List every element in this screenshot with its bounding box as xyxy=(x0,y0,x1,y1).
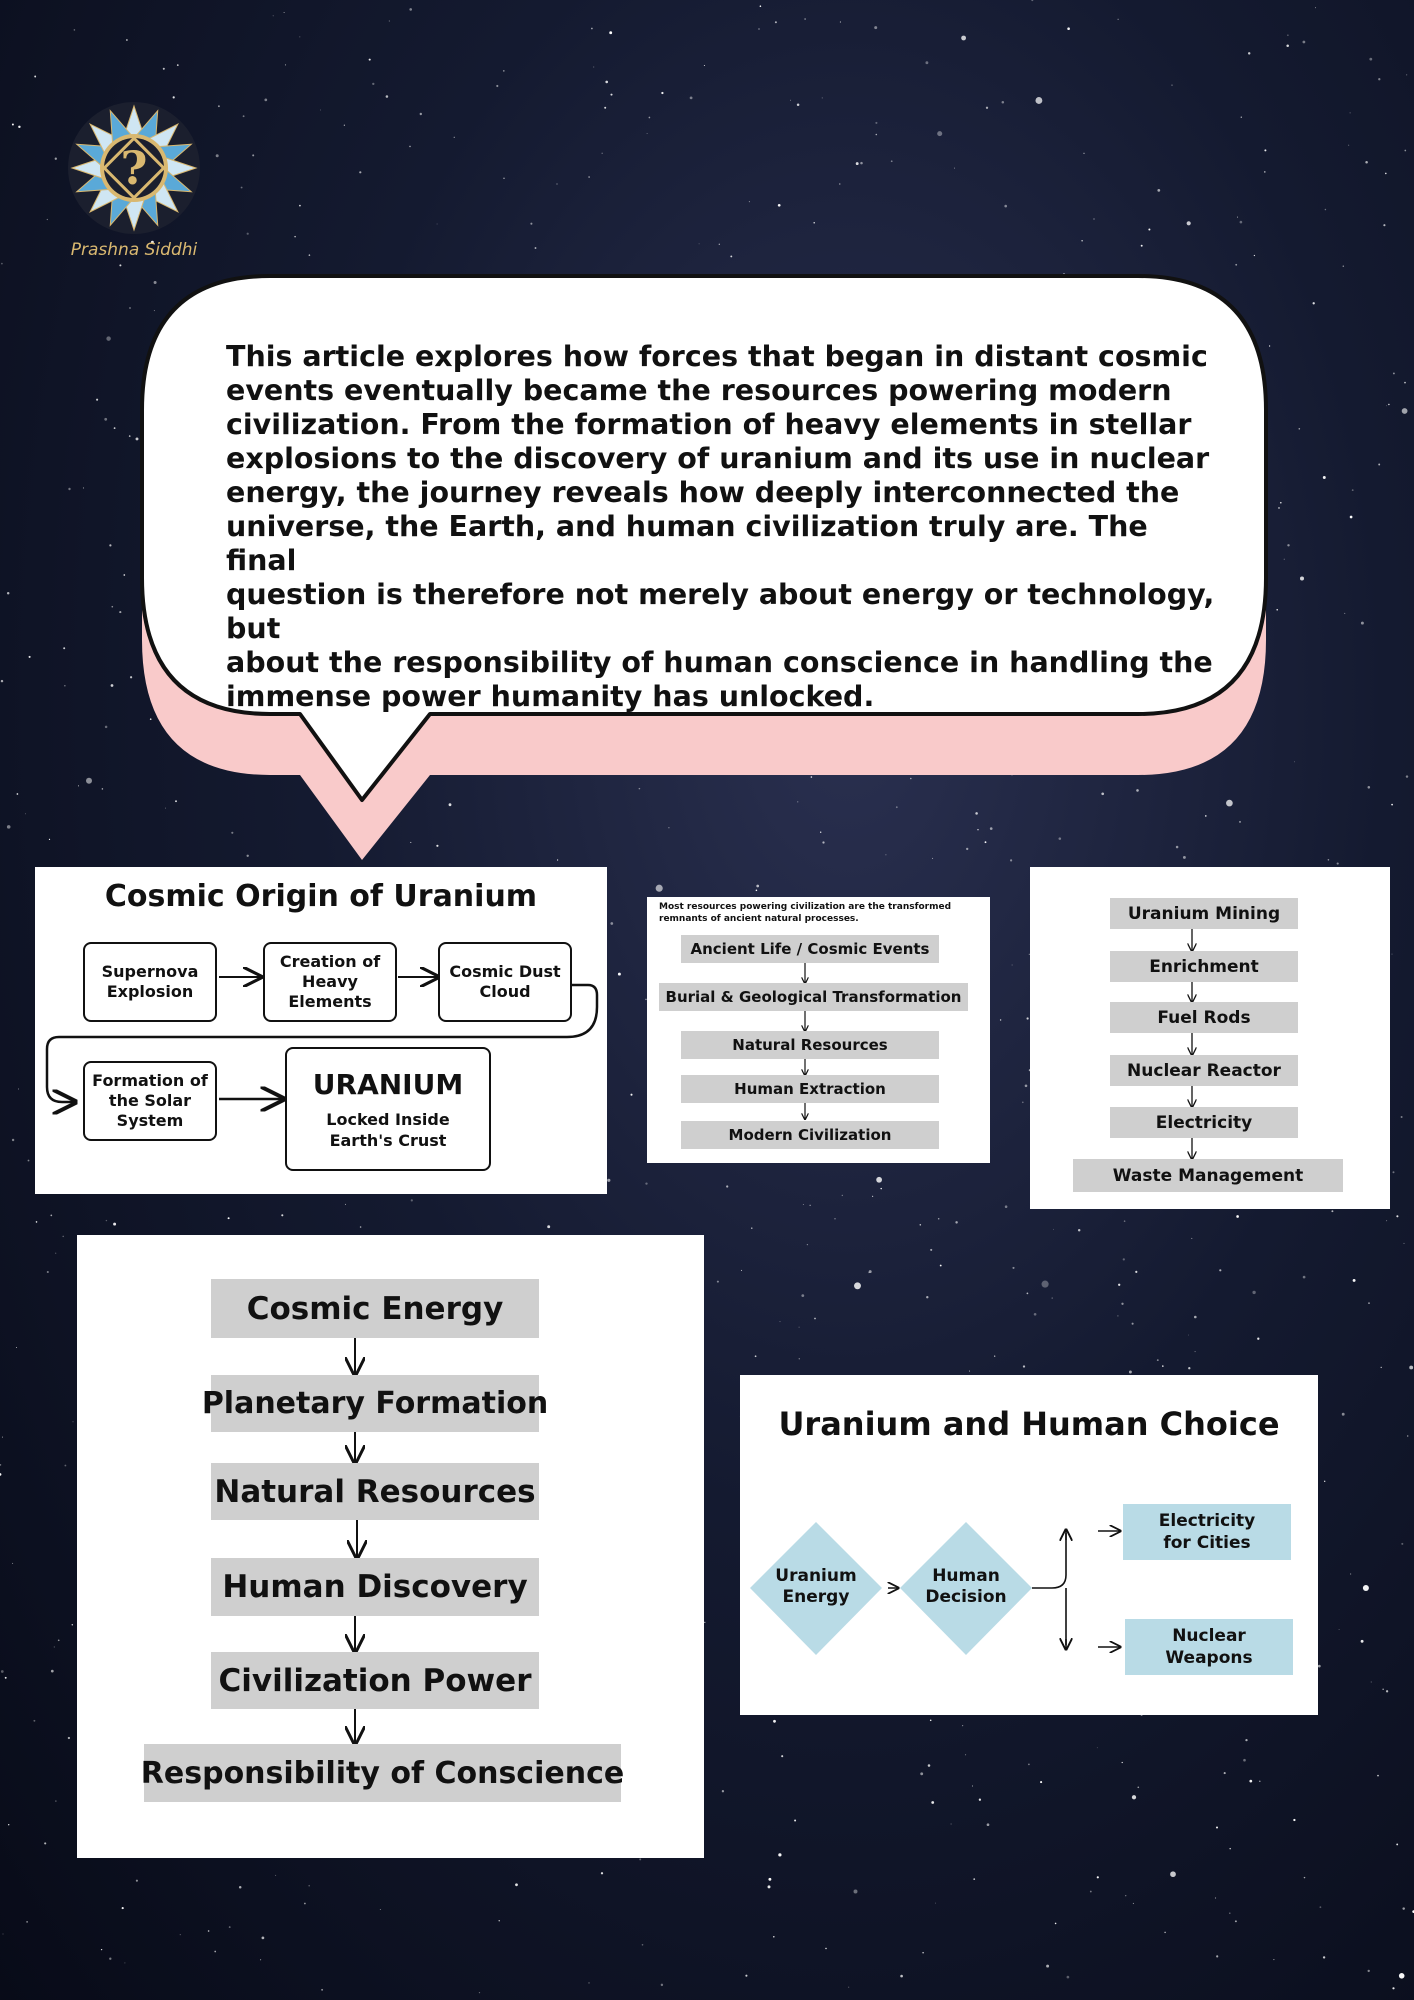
star xyxy=(515,1883,518,1886)
star xyxy=(920,1224,922,1226)
star xyxy=(106,1220,107,1221)
energy-step-resources: Natural Resources xyxy=(211,1463,539,1520)
star xyxy=(1396,1215,1398,1217)
solar-system-node xyxy=(83,1061,217,1141)
nuclear-step-waste: Waste Management xyxy=(1073,1159,1343,1192)
resources-flow-panel xyxy=(647,897,990,1163)
star xyxy=(1293,1819,1295,1821)
star xyxy=(1023,1365,1025,1367)
star xyxy=(1164,1932,1166,1934)
star xyxy=(1386,1220,1387,1221)
star xyxy=(779,1321,780,1322)
star xyxy=(969,1371,970,1372)
star xyxy=(208,1930,210,1932)
star xyxy=(1097,1876,1099,1878)
star xyxy=(979,1799,981,1801)
star xyxy=(1122,1762,1123,1763)
star xyxy=(8,1824,9,1825)
star xyxy=(18,1089,19,1090)
star xyxy=(1022,1101,1024,1103)
energy-step-conscience: Responsibility of Conscience xyxy=(144,1744,621,1802)
human-choice-title: Uranium and Human Choice xyxy=(778,1405,1280,1443)
star xyxy=(12,1139,14,1141)
star xyxy=(55,1801,56,1802)
star xyxy=(1224,1772,1226,1774)
star xyxy=(1377,1775,1379,1777)
star xyxy=(1132,1323,1134,1325)
star xyxy=(1194,1316,1197,1319)
star xyxy=(275,1875,276,1876)
star xyxy=(935,1903,936,1904)
star xyxy=(880,1188,881,1189)
star xyxy=(124,1962,125,1963)
star xyxy=(1235,1920,1237,1922)
star xyxy=(5,1677,7,1679)
star xyxy=(922,1952,923,1953)
star xyxy=(807,1244,808,1245)
energy-step-planetary: Planetary Formation xyxy=(211,1375,539,1432)
supernova-label: Supernova Explosion xyxy=(101,962,199,1001)
star xyxy=(994,1356,995,1357)
star xyxy=(36,1221,38,1223)
star xyxy=(1028,1764,1030,1766)
star xyxy=(1399,1973,1405,1979)
star xyxy=(1055,1923,1057,1925)
star xyxy=(109,1958,111,1960)
star xyxy=(33,1720,35,1722)
star xyxy=(1188,1335,1189,1336)
star xyxy=(1012,1267,1014,1269)
uranium-title: URANIUM xyxy=(312,1068,464,1101)
star xyxy=(1409,1366,1413,1370)
star xyxy=(642,1944,644,1946)
human-choice-panel xyxy=(740,1375,1318,1715)
star xyxy=(1034,1313,1037,1316)
intro-line: energy, the journey reveals how deeply interconnected the xyxy=(226,476,1180,509)
star xyxy=(1368,1970,1370,1972)
star xyxy=(610,922,613,925)
star xyxy=(717,1281,719,1283)
star xyxy=(1219,1269,1221,1271)
star xyxy=(1401,1543,1403,1545)
star xyxy=(1005,1205,1008,1208)
star xyxy=(588,1982,590,1984)
star xyxy=(1404,1243,1405,1244)
star xyxy=(618,973,621,976)
star xyxy=(260,1959,261,1960)
star xyxy=(122,1907,124,1909)
star xyxy=(799,1358,800,1359)
star xyxy=(1052,1297,1053,1298)
uranium-energy-label: Uranium Energy xyxy=(775,1566,857,1607)
star xyxy=(607,1179,610,1182)
svg-text:?: ? xyxy=(120,141,148,195)
star xyxy=(848,1987,849,1988)
star xyxy=(50,1215,52,1217)
star xyxy=(1129,1371,1132,1374)
star xyxy=(928,1764,931,1767)
star xyxy=(745,1975,747,1977)
star xyxy=(136,1880,138,1882)
star xyxy=(113,1223,116,1226)
nuclear-step-fuel-rods: Fuel Rods xyxy=(1110,1002,1298,1033)
star xyxy=(926,1296,928,1298)
star xyxy=(360,1226,362,1228)
dust-cloud-label: Cosmic Dust Cloud xyxy=(449,962,561,1001)
intro-line: explosions to the discovery of uranium and its use in nuclear xyxy=(226,442,1210,475)
star xyxy=(2,1437,3,1438)
energy-step-discovery: Human Discovery xyxy=(211,1558,539,1616)
star xyxy=(1012,965,1013,966)
star xyxy=(1170,1871,1176,1877)
star xyxy=(228,1217,230,1219)
star xyxy=(726,1185,728,1187)
star xyxy=(872,1196,873,1197)
star xyxy=(1025,1085,1028,1088)
star xyxy=(0,1473,1,1476)
star xyxy=(1216,1955,1218,1957)
star xyxy=(308,1885,310,1887)
star xyxy=(1117,1315,1118,1316)
intro-line: about the responsibility of human conscience in handling the xyxy=(226,646,1213,679)
star xyxy=(1381,1367,1382,1368)
supernova-node xyxy=(83,942,217,1022)
star xyxy=(47,1271,49,1273)
star xyxy=(1303,1276,1306,1279)
star xyxy=(16,1347,17,1348)
star xyxy=(214,1951,216,1953)
star xyxy=(28,1160,30,1162)
star xyxy=(639,1858,641,1860)
star xyxy=(1042,1281,1049,1288)
intro-line: question is therefore not merely about energy or technology, but xyxy=(226,578,1215,645)
star xyxy=(1245,1739,1247,1741)
star xyxy=(1078,1229,1080,1231)
resources-step-ancient-life: Ancient Life / Cosmic Events xyxy=(681,935,939,963)
star xyxy=(44,1842,46,1844)
star xyxy=(0,1464,1,1466)
star xyxy=(834,1218,835,1219)
star xyxy=(755,1355,757,1357)
star xyxy=(1162,1365,1164,1367)
star xyxy=(751,1227,752,1228)
star xyxy=(1090,1891,1092,1893)
star xyxy=(773,1936,775,1938)
nuclear-step-electricity: Electricity xyxy=(1110,1107,1298,1138)
star xyxy=(68,1737,70,1739)
star xyxy=(1121,1303,1123,1305)
star xyxy=(1118,1284,1120,1286)
star xyxy=(1123,1258,1125,1260)
star xyxy=(1331,1210,1333,1212)
star xyxy=(1319,1906,1321,1908)
star xyxy=(12,1563,13,1564)
star xyxy=(876,1177,882,1183)
star xyxy=(304,1903,306,1905)
star xyxy=(1027,1293,1029,1295)
star xyxy=(1407,1435,1408,1436)
star xyxy=(1027,1017,1029,1019)
star xyxy=(756,885,759,888)
star xyxy=(64,1465,66,1467)
star xyxy=(1236,1215,1239,1218)
star xyxy=(73,1421,74,1422)
resources-step-extraction: Human Extraction xyxy=(681,1075,939,1103)
star xyxy=(62,1236,64,1238)
star xyxy=(940,1265,942,1267)
star xyxy=(1363,1585,1369,1591)
star xyxy=(868,1272,869,1273)
star xyxy=(973,1878,975,1880)
star xyxy=(854,1282,861,1289)
star xyxy=(920,1772,923,1775)
star xyxy=(547,1225,550,1228)
star xyxy=(58,1639,60,1641)
star xyxy=(1243,1759,1246,1762)
dust-cloud-node xyxy=(438,942,572,1022)
star xyxy=(741,1270,742,1271)
star xyxy=(1157,1359,1159,1361)
star xyxy=(1188,1367,1190,1369)
resources-flow-caption: Most resources powering civilization are the transformed remnants of ancient natural processes. xyxy=(659,902,952,924)
star xyxy=(479,1992,480,1993)
star xyxy=(1371,1682,1372,1683)
star xyxy=(1361,1640,1364,1643)
star xyxy=(1132,1795,1136,1799)
star xyxy=(1353,1279,1356,1282)
star xyxy=(1133,1903,1134,1904)
star xyxy=(1229,1913,1230,1914)
nuclear-weapons-node: Nuclear Weapons xyxy=(1125,1619,1293,1675)
star xyxy=(962,1725,963,1726)
star xyxy=(955,1221,957,1223)
star xyxy=(768,1878,771,1881)
star xyxy=(1252,1291,1255,1294)
intro-line: universe, the Earth, and human civilization truly are. The final xyxy=(226,510,1148,577)
star xyxy=(1396,1843,1398,1845)
star xyxy=(1046,1965,1049,1968)
intro-line: immense power humanity has unlocked. xyxy=(226,680,875,713)
star xyxy=(499,1920,500,1921)
star xyxy=(778,1853,781,1856)
star xyxy=(3,1934,4,1935)
star xyxy=(825,1948,826,1949)
uranium-node xyxy=(285,1047,491,1171)
star xyxy=(101,1949,102,1950)
star xyxy=(1393,1171,1395,1173)
intro-line: This article explores how forces that began in distant cosmic xyxy=(226,340,1208,373)
star xyxy=(794,1819,796,1821)
star xyxy=(1402,1907,1404,1909)
cosmic-origin-panel xyxy=(35,867,607,1194)
star xyxy=(656,885,663,892)
star xyxy=(1383,1689,1384,1690)
star xyxy=(1053,1229,1054,1230)
star xyxy=(854,1890,858,1894)
energy-chain-panel xyxy=(77,1235,704,1858)
star xyxy=(1067,1976,1070,1979)
star xyxy=(601,1872,603,1874)
star xyxy=(1000,1019,1001,1020)
star xyxy=(704,1622,705,1623)
star xyxy=(1386,1690,1388,1692)
star xyxy=(1216,1826,1218,1828)
human-decision-label: Human Decision xyxy=(925,1566,1007,1607)
star xyxy=(645,1182,647,1184)
star xyxy=(1125,1895,1126,1896)
star xyxy=(1401,1116,1403,1118)
nuclear-step-enrichment: Enrichment xyxy=(1110,951,1298,982)
nuclear-step-reactor: Nuclear Reactor xyxy=(1110,1055,1298,1086)
star xyxy=(26,1921,28,1923)
star xyxy=(768,1885,771,1888)
star xyxy=(810,1205,811,1206)
star xyxy=(722,1790,724,1792)
star xyxy=(965,1754,966,1755)
heavy-elements-label: Creation of Heavy Elements xyxy=(279,952,381,1011)
star xyxy=(1368,1302,1370,1304)
star xyxy=(842,1195,843,1196)
star xyxy=(1257,1338,1259,1340)
star xyxy=(180,1934,181,1935)
star xyxy=(1350,1573,1351,1574)
star xyxy=(931,1801,934,1804)
cosmic-origin-title: Cosmic Origin of Uranium xyxy=(104,879,538,914)
star xyxy=(1304,1877,1305,1878)
star xyxy=(630,1094,632,1096)
star xyxy=(1273,1959,1274,1960)
star xyxy=(1191,1238,1192,1239)
resources-step-burial: Burial & Geological Transformation xyxy=(659,983,968,1011)
star xyxy=(803,1204,804,1205)
star xyxy=(72,1624,73,1625)
star xyxy=(781,1755,783,1757)
star xyxy=(1097,1747,1098,1748)
solar-system-label: Formation of the Solar System xyxy=(92,1071,208,1130)
star xyxy=(262,1937,265,1940)
star xyxy=(1339,1629,1340,1630)
star xyxy=(380,1909,381,1910)
star xyxy=(799,1327,800,1328)
star xyxy=(55,1253,56,1254)
star xyxy=(773,1720,776,1723)
uranium-subtitle: Locked Inside Earth's Crust xyxy=(326,1110,450,1150)
intro-line: civilization. From the formation of heavy elements in stellar xyxy=(226,408,1192,441)
star xyxy=(1318,1665,1321,1668)
star xyxy=(51,1670,54,1673)
star xyxy=(229,1926,231,1928)
star xyxy=(814,1318,816,1320)
star xyxy=(281,1214,283,1216)
intro-text xyxy=(226,340,1216,714)
star xyxy=(1137,1786,1139,1788)
intro-line: events eventually became the resources powering modern xyxy=(226,374,1172,407)
logo-brand-name: Prashna Siddhi xyxy=(70,240,198,260)
star xyxy=(1135,1271,1137,1273)
resources-step-civilization: Modern Civilization xyxy=(681,1121,939,1149)
star xyxy=(1229,1848,1231,1850)
nuclear-step-mining: Uranium Mining xyxy=(1110,898,1298,929)
star xyxy=(930,1249,932,1251)
resources-step-natural: Natural Resources xyxy=(681,1031,939,1059)
star xyxy=(972,1786,973,1787)
star xyxy=(1323,1956,1325,1958)
star xyxy=(1392,1987,1394,1989)
star xyxy=(1342,1413,1345,1416)
star xyxy=(1259,1781,1261,1783)
star xyxy=(900,1975,903,1978)
star xyxy=(1040,1781,1042,1783)
star xyxy=(1124,1220,1126,1222)
electricity-for-cities-node: Electricity for Cities xyxy=(1123,1504,1291,1560)
star xyxy=(1215,1897,1216,1898)
star xyxy=(1324,1481,1325,1482)
star xyxy=(1195,1351,1196,1352)
star xyxy=(1392,954,1393,955)
star xyxy=(54,1646,55,1647)
star xyxy=(930,1720,932,1722)
energy-step-civilization: Civilization Power xyxy=(211,1652,539,1709)
nuclear-flow-panel xyxy=(1030,867,1390,1209)
star xyxy=(938,1218,940,1220)
star xyxy=(239,1886,242,1889)
star xyxy=(756,890,758,892)
star xyxy=(1249,1780,1252,1783)
star xyxy=(987,1823,990,1826)
energy-step-cosmic: Cosmic Energy xyxy=(211,1279,539,1338)
star xyxy=(661,1984,663,1986)
star xyxy=(951,1823,952,1824)
heavy-elements-node xyxy=(263,942,397,1022)
star xyxy=(345,1204,346,1205)
star xyxy=(321,1989,323,1991)
star xyxy=(1,1670,4,1673)
star xyxy=(801,1294,804,1297)
star xyxy=(411,1199,413,1201)
